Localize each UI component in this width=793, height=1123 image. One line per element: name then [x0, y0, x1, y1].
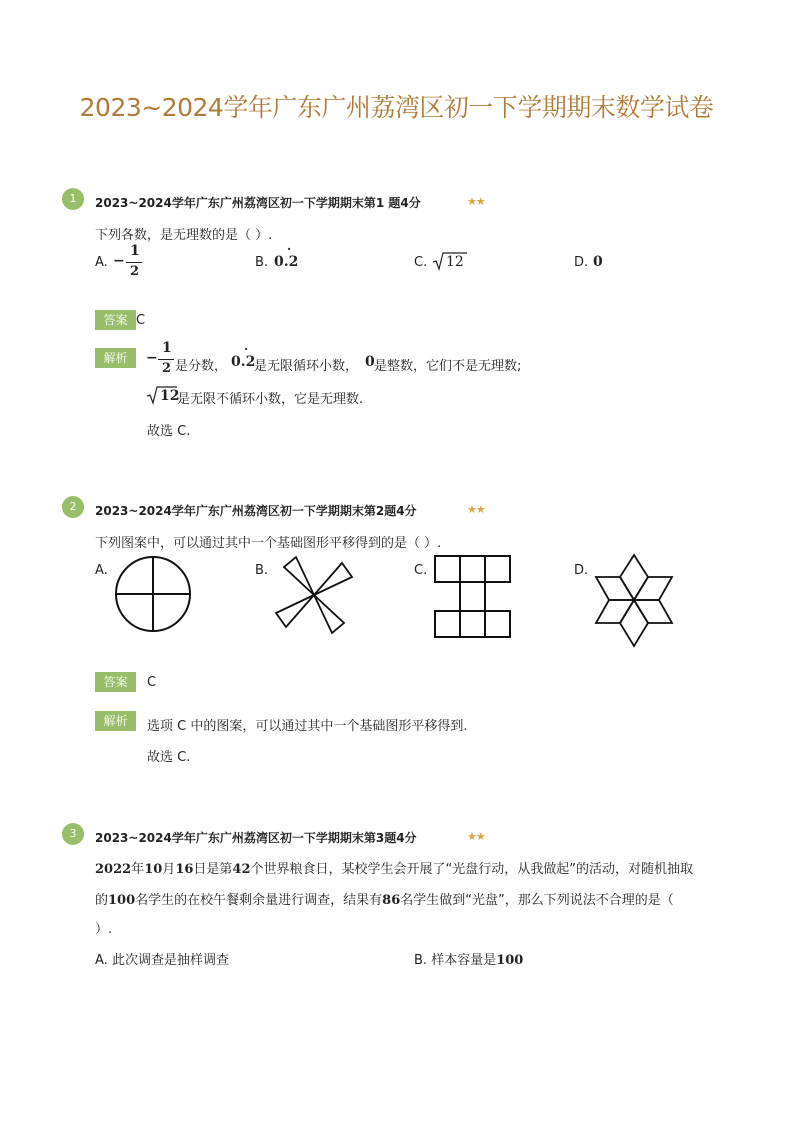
stem-number: 86: [382, 893, 401, 908]
option-d-value: 0: [593, 254, 603, 270]
fraction-bar: [126, 262, 142, 263]
stem-number: 16: [175, 862, 194, 877]
stem-text: 日是第: [193, 862, 233, 877]
question-stem-line2: [95, 889, 674, 908]
repeating-dot: ·: [287, 242, 292, 256]
option-c-label: C.: [414, 255, 428, 270]
difficulty-stars: ★★: [467, 195, 485, 208]
option-a: [95, 949, 229, 968]
question-header: 2023~2024学年广东广州荔湾区初一下学期期末第3题4分: [95, 831, 417, 845]
answer-tag: 答案: [95, 672, 136, 692]
analysis-text: 是无限循环小数，: [254, 359, 359, 374]
stem-text: 名学生做到“光盘”，那么下列说法不合理的是（: [400, 893, 674, 908]
option-b: [414, 949, 523, 968]
analysis-text: 是整数，它们不是无理数;: [374, 359, 522, 374]
question-number-badge: 3: [62, 823, 84, 845]
option-a-label: A.: [95, 563, 108, 578]
hexagram-rhombus-figure: [594, 553, 676, 649]
analysis-value: 0.2: [231, 354, 256, 370]
option-b-text: 样本容量是: [431, 953, 497, 968]
analysis-fraction-numerator: 1: [162, 340, 172, 356]
option-a-label: A.: [95, 255, 108, 270]
analysis-tag: 解析: [95, 711, 136, 731]
difficulty-stars: ★★: [467, 830, 485, 843]
stem-text: 年: [131, 862, 145, 877]
repeating-dot: ·: [244, 342, 249, 356]
stem-text: 个世界粮食日，某校学生会开展了“光盘行动，从我做起”的活动，对随机抽取: [250, 862, 693, 877]
squares-grid-figure: [433, 555, 513, 639]
difficulty-stars: ★★: [467, 503, 485, 516]
option-b-label: B.: [255, 563, 269, 578]
analysis-text: 选项 C 中的图案，可以通过其中一个基础图形平移得到.: [147, 719, 468, 734]
option-b-value: 0.2: [274, 254, 299, 270]
stem-number: 42: [232, 862, 251, 877]
question-stem: 下列图案中，可以通过其中一个基础图形平移得到的是（ ）.: [95, 536, 442, 551]
option-a-label: A.: [95, 953, 108, 968]
answer-tag: 答案: [95, 310, 136, 330]
analysis-text: 是分数，: [175, 359, 228, 374]
analysis-radicand: 12: [160, 388, 180, 404]
analysis-value: 0: [365, 354, 375, 370]
stem-number: 100: [108, 893, 136, 908]
stem-number: 10: [144, 862, 163, 877]
option-b-label: B.: [414, 953, 428, 968]
option-c-label: C.: [414, 563, 428, 578]
option-c-radicand: 12: [446, 254, 464, 270]
sqrt-icon: [433, 252, 445, 270]
analysis-conclusion: 故选 C.: [147, 750, 191, 765]
option-d-label: D.: [574, 563, 589, 578]
question-number-badge: 1: [62, 188, 84, 210]
question-stem: 下列各数，是无理数的是（ ）.: [95, 228, 273, 243]
question-stem-line3: ）.: [95, 922, 113, 937]
question-stem-line1: [95, 858, 693, 877]
page-title: 2023~2024学年广东广州荔湾区初一下学期期末数学试卷: [79, 93, 714, 122]
stem-text: 名学生的在校午餐剩余量进行调查，结果有: [135, 893, 383, 908]
sqrt-icon: [147, 386, 159, 404]
stem-text: 月: [162, 862, 176, 877]
option-a-sign: −: [113, 253, 125, 269]
question-number-badge: 2: [62, 496, 84, 518]
option-b-label: B.: [255, 255, 269, 270]
option-d-label: D.: [574, 255, 589, 270]
stem-number: 2022: [95, 862, 132, 877]
analysis-conclusion: 故选 C.: [147, 424, 191, 439]
option-a-numerator: 1: [130, 243, 140, 259]
option-a-denominator: 2: [130, 264, 140, 279]
stem-text: 的: [95, 893, 109, 908]
circle-cross-figure: [115, 556, 193, 634]
analysis-fraction-denominator: 2: [162, 361, 172, 376]
analysis-text: 是无限不循环小数，它是无理数.: [177, 392, 364, 407]
answer-value: C: [147, 675, 157, 690]
option-b-value: 100: [496, 953, 524, 968]
analysis-fraction-sign: −: [146, 350, 158, 366]
fraction-bar: [158, 359, 174, 360]
question-header: 2023~2024学年广东广州荔湾区初一下学期期末第1 题4分: [95, 196, 421, 210]
analysis-tag: 解析: [95, 348, 136, 368]
answer-value: C: [136, 313, 146, 328]
pinwheel-figure: [274, 555, 354, 635]
question-header: 2023~2024学年广东广州荔湾区初一下学期期末第2题4分: [95, 504, 417, 518]
option-a-text: 此次调查是抽样调查: [111, 953, 229, 968]
